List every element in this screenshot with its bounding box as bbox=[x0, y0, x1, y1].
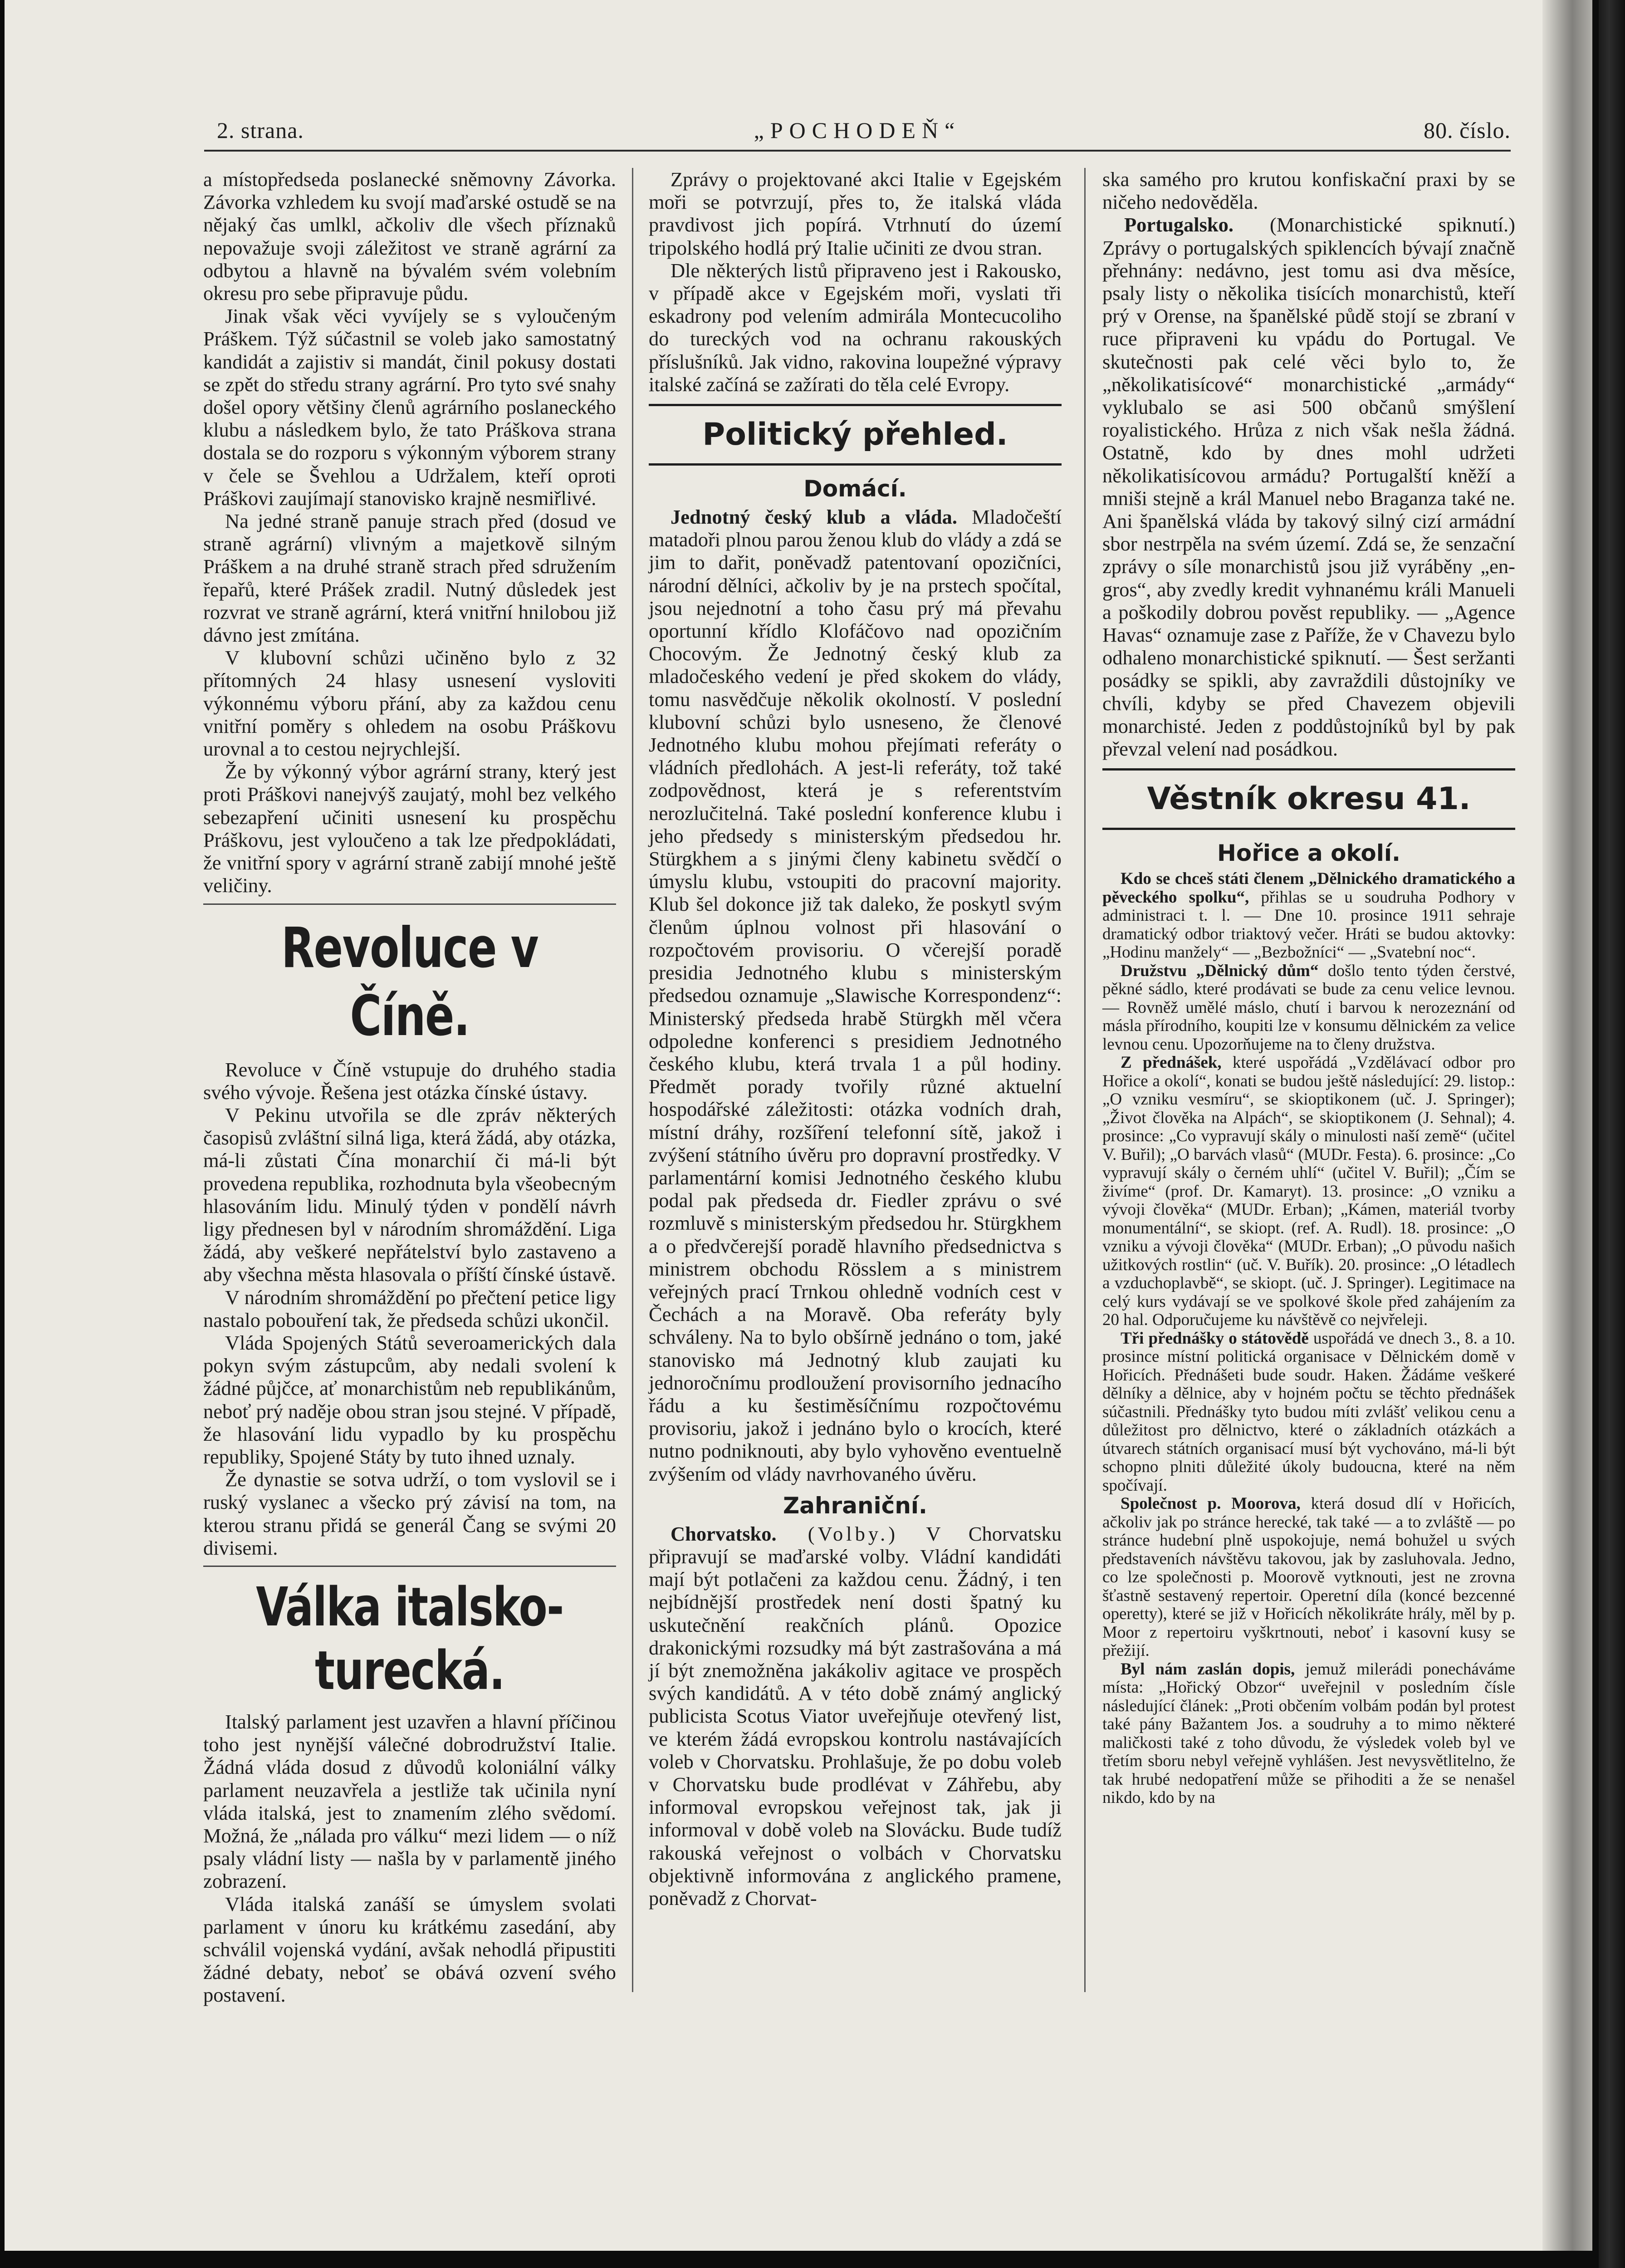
section-rule bbox=[1102, 828, 1515, 830]
header-rule bbox=[204, 150, 1511, 152]
news-item bbox=[1102, 1495, 1515, 1660]
headline-vestnik: Věstník okresu 41. bbox=[1147, 781, 1471, 817]
article-paragraph: Jinak však věci vyvíjely se s vyloučeným Práškem. Týž súčastnil se voleb jako samostatný kandidát a zajistiv si mandát, činil pokusy dostati se zpět do středu strany agrární. Pro tyto své snahy došel opory většiny členů agrárního poslaneckého klubu a následkem bylo, že tato Práškova strana dostala se do rozporu s výkonným výborem strany v čele se Švehlou a Udržalem, kteří oproti Práškovi zaujímají stanovisko krajně nesmiřlivé. bbox=[203, 304, 616, 510]
lead-in: Kdo se chceš státi členem „Dělnického dramatického a pěveckého spolku“, bbox=[1102, 869, 1515, 907]
lead-in: Společnost p. Moorova, bbox=[1121, 1494, 1301, 1513]
article-paragraph: Vláda italská zanáší se úmyslem svolati parlament v únoru ku krátkému zasedání, aby schválil vojenská vydání, avšak nehodlá připustiti žádné debaty, neboť se obává ozvení svého postavení. bbox=[203, 1892, 616, 2007]
column-3 bbox=[1102, 168, 1515, 1807]
paragraph-body: jemuž milerádi ponecháváme místa: „Hořický Obzor“ uveřejnil v posledním čísle následující článek: „Proti občením volbám podán byl protest také pány Bažantem Jos. a soudruhy a to mimo některé maličkosti také z toho důvodu, že výsledek voleb byl ve třetím sboru nebyl veřejně vyhlášen. Jest nevysvětlitelno, že tak hrubé nedopatření může se přihoditi a že se nenašel nikdo, kdo by na bbox=[1102, 1659, 1515, 1807]
article-paragraph: Zprávy o projektované akci Italie v Egejském moři se potvrzují, přes to, že italská vláda pravdivost jich popírá. Vtrhnutí do území tripolského hodlá prý Italie učiniti ze dvou stran. bbox=[649, 168, 1062, 259]
lead-subtitle: (Monarchistické spiknutí.) bbox=[1233, 213, 1515, 236]
subhead-domaci: Domácí. bbox=[803, 476, 907, 502]
subhead-horice: Hořice a okolí. bbox=[1217, 840, 1400, 867]
article-paragraph: V Pekinu utvořila se dle zpráv některých časopisů zvláštní silná liga, která žádá, aby otázka, má-li zůstati Čína monarchií či má-li být provedena republika, rozhodnuta byla všeobecným hlasováním lidu. Minulý týden v pondělí návrh ligy přednesen byl v národním shromáždění. Liga žádá, aby veškeré nepřátelství bylo zastaveno a aby všechna města hlasovala o příští čínské ústavě. bbox=[203, 1103, 616, 1286]
scan-border-right bbox=[1599, 0, 1625, 2268]
article-paragraph bbox=[649, 506, 1062, 1485]
article-paragraph: Že dynastie se sotva udrží, o tom vyslovil se i ruský vyslanec a všecko prý závisí na tom, na kterou stranu přidá se generál Čang se svými 20 divisemi. bbox=[203, 1468, 616, 1559]
lead-in: Z přednášek, bbox=[1121, 1053, 1222, 1072]
lead-in: Jednotný český klub a vláda. bbox=[671, 506, 958, 529]
news-item bbox=[1102, 1660, 1515, 1807]
column-divider-2 bbox=[1084, 168, 1086, 1992]
headline-valka: Válka italsko-turecká. bbox=[256, 1575, 563, 1702]
masthead: „POCHODEŇ“ bbox=[754, 118, 961, 143]
section-rule bbox=[203, 1566, 616, 1567]
paragraph-body: uspořádá ve dnech 3., 8. a 10. prosince místní politická organisace v Dělnickém domě v Hořicích. Přednášeti bude soudr. Haken. Žádáme veškeré dělníky a dělnice, aby v hojném počtu se těchto přednášek súčastnili. Přednášky tyto budou míti zvlášť velikou cenu a důležitost pro dělnictvo, které o základních otázkách a útvarech státních organisací musí být vychováno, má-li být schopno plniti důležité úkoly budoucna, které na něm spočívají. bbox=[1102, 1329, 1515, 1495]
subhead-zahranicni: Zahraniční. bbox=[783, 1492, 928, 1519]
headline-revoluce: Revoluce v Číně. bbox=[281, 915, 538, 1048]
article-paragraph bbox=[1102, 213, 1515, 760]
article-paragraph: Dle některých listů připraveno jest i Rakousko, v případě akce v Egejském moři, vyslati tři eskadrony pod velením admirála Montecucoliho do tureckých vod na ochranu rakouských příslušníků. Jak vidno, rakovina loupežné výpravy italské začíná se zažírati do těla celé Evropy. bbox=[649, 259, 1062, 396]
section-rule bbox=[203, 903, 616, 905]
column-divider-1 bbox=[632, 168, 633, 1992]
column-2 bbox=[649, 168, 1062, 1910]
article-paragraph: a místopředseda poslanecké sněmovny Závorka. Závorka vzhledem ku svojí maďarské ostudě se na nějaký čas umlkl, ačkoliv dle všech příznaků nepovažuje svoji záležitost ve straně agrární za odbytou a hlavně na bývalém svém volebním okresu pro sebe připravuje půdu. bbox=[203, 168, 616, 305]
news-item bbox=[1102, 870, 1515, 962]
article-paragraph: Vláda Spojených Států severoamerických dala pokyn svým zástupcům, aby nedali svolení k žádné půjčce, ať monarchistům neb republikánům, neboť prý naděje obou stran jsou stejné. V případě, že hlasování lidu vypadlo by ku prospěchu republiky, Spojené Státy by tuto ihned uznaly. bbox=[203, 1331, 616, 1468]
lead-in: Chorvatsko. bbox=[671, 1522, 777, 1545]
paragraph-body: která dosud dlí v Hořicích, ačkoliv jak po stránce herecké, tak také — a to zvláště — po stránce hudební plně uspokojuje, nemá bohužel u svých představeních návštěvu takovou, jak by zasluhovala. Jedno, co lze společnosti p. Moorově vytknouti, jest ne zrovna šťastně sestavený repertoir. Operetní díla (koncé bezcenné operetty), které se již v Hořicích několikráte hrály, měl by p. Moor z repertoiru vyškrtnouti, neboť i kasovní kusy se přežijí. bbox=[1102, 1494, 1515, 1660]
article-paragraph: V národním shromáždění po přečtení petice ligy nastalo pobouření tak, že předseda schůzi ukončil. bbox=[203, 1286, 616, 1331]
lead-in: Družstvu „Dělnický dům“ bbox=[1121, 961, 1319, 980]
lead-subtitle: (Volby.) bbox=[776, 1522, 899, 1545]
lead-in: Portugalsko. bbox=[1124, 213, 1234, 236]
page-label: 2. strana. bbox=[217, 118, 304, 143]
news-item bbox=[1102, 1054, 1515, 1330]
page-spine-shadow bbox=[1542, 0, 1592, 2251]
section-rule bbox=[649, 404, 1062, 406]
column-1 bbox=[203, 168, 616, 2007]
news-item bbox=[1102, 1330, 1515, 1495]
paragraph-body: V Chorvatsku připravují se maďarské volby. Vládní kandidáti mají být potlačeni za každou cenu. Žádný, i ten nejbídnější prostředek není dosti špatný ku uskutečnění reakčních plánů. Opozice drakonickými rozsudky má být zastrašována a má jí být znemožněna jakákoliv agitace ve prospěch svých kandidátů. A v této době známý anglický publicista Scotus Viator uveřejňuje otevřený list, ve kterém žádá evropskou kontrolu nastávajících voleb v Chorvatsku. Prohlašuje, že po dobu voleb v Chorvatsku bude prodlévat v Záhřebu, aby informoval evropskou veřejnost tak, jak ji informoval v době voleb na Slovácku. Bude tudíž rakouská veřejnost o volbách v Chorvatsku objektivně informována z anglického pramene, poněvadž z Chorvat- bbox=[649, 1522, 1062, 1910]
article-paragraph: Na jedné straně panuje strach před (dosud ve straně agrární) vlivným a majetkově silným Práškem a na druhé straně strach před sdružením řepařů, které Prášek zradil. Nutný důsledek jest rozvrat ve straně agrární, která vnitřní hnilobou již dávno jest zmítána. bbox=[203, 510, 616, 647]
paragraph-body: došlo tento týden čerstvé, pěkné sádlo, které prodávati se bude za cenu velice levnou. — Rovněž umělé máslo, chutí i barvou k nerozeznání od másla přírodního, koupiti lze v konsumu dělnickém za velice levnou cenu. Upozorňujeme na to členy družstva. bbox=[1102, 961, 1515, 1054]
paragraph-body: Zprávy o portugalských spiklencích bývají značně přehnány: nedávno, jest tomu asi dva měsíce, psaly listy o několika tisících monarchistů, kteří prý v Orense, na španělské půdě stojí se zbraní v ruce připraveni ku vpádu do Portugal. Ve skutečnosti pak celé věci bylo to, že „několikatisícové“ monarchistické „armády“ vyklubalo se asi 500 občanů smýšlení royalistického. Hrůza z nich však nešla žádná. Ostatně, kdo by dnes mohl udržeti několikatisícovou armádu? Portugalští kněží a mniši stejně a král Manuel nebo Braganza také ne. Ani španělská vláda by takový silný cizí armádní sbor nestrpěla na svém území. Zdá se, že senzační zprávy o síle monarchistů jsou již vyráběny „en-gros“, aby zvedly kredit vyhnanému králi Manueli a poškodily dobrou pověst republiky. — „Agence Havas“ oznamuje zase z Paříže, že v Chavezu bylo odhaleno monarchistické spiknutí. — Šest seržanti posádky se spikli, aby zavraždili důstojníky ve chvíli, kdyby se před Chavezem objevili monarchisté. Jeden z poddůstojníků byl by pak převzal velení nad posádkou. bbox=[1102, 236, 1515, 761]
newspaper-page bbox=[5, 0, 1592, 2251]
article-paragraph: Italský parlament jest uzavřen a hlavní příčinou toho jest nynější válečné dobrodružství Italie. Žádná vláda dosud z důvodů koloniální války parlament neuzavřela a jestliže tak učinila nyní vláda italská, jest to znamením zlého svědomí. Možná, že „nálada pro válku“ mezi lidem — o níž psaly vládní listy — našla by v parlamentě jiného zobrazení. bbox=[203, 1710, 616, 1893]
article-paragraph: V klubovní schůzi učiněno bylo z 32 přítomných 24 hlasy usnesení vysloviti výkonnému výboru přání, aby za každou cenu vnitřní poměry s ohledem na osobu Práškovu urovnal a to cestou nejrychlejší. bbox=[203, 646, 616, 761]
article-paragraph: ska samého pro krutou konfiskační praxi by se ničeho nedověděla. bbox=[1102, 168, 1515, 214]
section-rule bbox=[1102, 768, 1515, 771]
headline-politicky-prehled: Politický přehled. bbox=[702, 417, 1008, 453]
local-news-block bbox=[1102, 870, 1515, 1807]
paragraph-body: které uspořádá „Vzdělávací odbor pro Hořice a okolí“, konati se budou ještě následující: 29. listop.: „O vzniku vesmíru“, se skioptikonem (uč. J. Springer); „Život člověka na Alpách“, se skioptikonem (J. Sehnal); 4. prosince: „Co vypravují skály o minulosti naší země“ (učitel V. Buřil); „O barvách vlasů“ (MUDr. Festa). 6. prosince: „Co vypravují skály o černém uhlí“ (učitel V. Buřil); „Čím se živíme“ (prof. Dr. Kamaryt). 13. prosince: „O vzniku a vývoji člověka“ (MUDr. Erban); „Kámen, materiál tvorby monumentální“, se skiopt. (ref. A. Rudl). 18. prosince: „O vzniku a vývoji člověka“ (MUDr. Erban); „O původu našich užitkových rostlin“ (uč. V. Buřík). 20. prosince: „O létadlech a vzduchoplavbě“, se skiopt. (uč. J. Springer). Legitimace na celý kurs vydávají se ve spolkové škole před zahájením za 20 hal. Odporučujeme ku návštěvě co nejvřeleji. bbox=[1102, 1053, 1516, 1330]
lead-in: Tři přednášky o státovědě bbox=[1121, 1329, 1309, 1348]
news-item bbox=[1102, 962, 1515, 1054]
article-paragraph: Revoluce v Číně vstupuje do druhého stadia svého vývoje. Řešena jest otázka čínské ústavy. bbox=[203, 1058, 616, 1104]
article-paragraph bbox=[649, 1522, 1062, 1910]
paragraph-body: Mladočeští matadoři plnou parou ženou klub do vlády a zdá se jim to dařit, poněvadž patentovaní opozičníci, národní dělníci, ačkoliv by je na prstech spočítal, jsou nejednotní a toho času prý má převahu oportunní křídlo Klofáčovo nad opozičním Chocovým. Že Jednotný český klub za mladočeského vedení je před skokem do vlády, tomu nasvědčuje několik okolností. V poslední klubovní schůzi bylo usneseno, že členové Jednotného klubu mohou přejímati referáty o vládních předlohách. A jest-li referáty, tož také zodpovědnost, která je s referentstvím nerozlučitelná. Také poslední konference klubu i jeho předsedy s ministerským předsedou hr. Stürgkhem a s jinými členy kabinetu svědčí o úmyslu klubu, vstoupiti do pracovní majority. Klub šel dokonce již tak daleko, že poskytl svým členům úplnou volnost při hlasování o rozpočtovém provisoriu. O včerejší poradě presidia Jednotného klubu s ministerským předsedou oznamuje „Slawische Korrespondenz“: Ministerský předseda hrabě Stürgkh měl včera odpoledne konferenci s presidiem Jednotného českého klubu, která trvala 1 a půl hodiny. Předmět porady tvořily různé aktuelní hospodářské záležitosti: otázka vodních drah, místní dráhy, rozšíření telefonní sítě, jakož i zvýšení státního úvěru pro dopravní prostředky. V parlamentární komisi Jednotného českého klubu podal pak předseda dr. Fiedler zprávu o své rozmluvě s ministerským předsedou hr. Stürgkhem a o předvčerejší poradě hlavního předsednictva s ministrem obchodu Rösslem a s ministrem veřejných prací Trnkou ohledně vodních cest v Čechách a na Moravě. Oba referáty byly schváleny. Na to bylo obšírně jednáno o tom, jaké stanovisko má Jednotný klub zaujati ku jednoročnímu prodloužení provisorního jednacího řádu a ku šestiměsíčnímu rozpočtovému provisoriu, jakož i jednáno bylo o krocích, které nutno podniknouti, aby bylo vyhověno eventuelně zvýšením od vlády navrhovaného úvěru. bbox=[649, 506, 1062, 1485]
article-paragraph: Že by výkonný výbor agrární strany, který jest proti Práškovi nanejvýš zaujatý, mohl bez velkého sebezapření učiniti usnesení ku prospěchu Práškovu, jest vyloučeno a tak lze předpokládati, že vnitřní spory v agrární straně zabijí mnohé ještě veličiny. bbox=[203, 760, 616, 897]
paragraph-body: přihlas se u soudruha Podhory v administraci t. l. — Dne 10. prosince 1911 sehraje dramatický odbor triaktový večer. Hráti se budou aktovky: „Hodinu manžely“ — „Bezbožníci“ — „Svatební noc“. bbox=[1102, 888, 1515, 962]
section-rule bbox=[649, 463, 1062, 466]
lead-in: Byl nám zaslán dopis, bbox=[1121, 1659, 1295, 1679]
page-header bbox=[204, 117, 1511, 149]
issue-number: 80. číslo. bbox=[1424, 118, 1511, 143]
